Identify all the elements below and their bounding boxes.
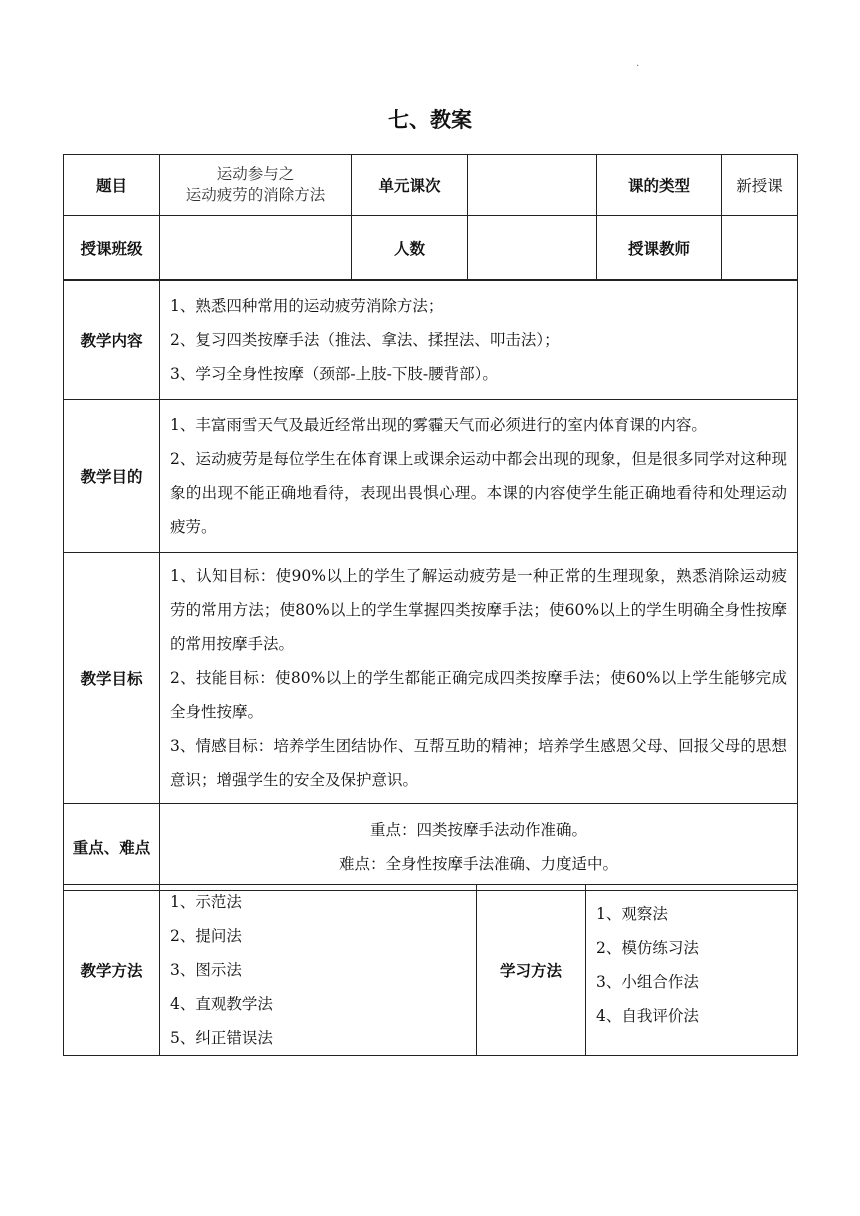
student-count-value	[468, 216, 597, 281]
lesson-type-value: 新授课	[722, 155, 798, 216]
teaching-method-item: 3、图示法	[170, 961, 242, 979]
learning-method-item: 1、观察法	[596, 905, 668, 923]
purpose-paragraph: 1、丰富雨雪天气及最近经常出现的雾霾天气而必须进行的室内体育课的内容。	[170, 416, 707, 434]
goals-label: 教学目标	[64, 553, 160, 804]
content-line: 1、熟悉四种常用的运动疲劳消除方法；	[170, 296, 444, 315]
class-label: 授课班级	[64, 216, 160, 281]
subject-line-2: 运动疲劳的消除方法	[185, 186, 326, 204]
goal-paragraph: 1、认知目标：使90%以上的学生了解运动疲劳是一种正常的生理现象，熟悉消除运动疲劳的常用方法；使80%以上的学生掌握四类按摩手法；使60%以上的学生明确全身性按摩的常用按摩手法。	[170, 567, 787, 653]
teacher-label: 授课教师	[597, 216, 722, 281]
learning-methods-label: 学习方法	[477, 885, 586, 1056]
page-mark: .	[636, 58, 640, 69]
learning-methods-cell	[586, 885, 798, 1056]
purpose-paragraph: 2、运动疲劳是每位学生在体育课上或课余运动中都会出现的现象，但是很多同学对这种现象的出现不能正确地看待，表现出畏惧心理。本课的内容使学生能正确地看待和处理运动疲劳。	[170, 450, 787, 536]
teaching-method-item: 1、示范法	[170, 893, 242, 911]
purpose-label: 教学目的	[64, 400, 160, 553]
student-count-label: 人数	[352, 216, 468, 281]
subject-line-1: 运动参与之	[216, 165, 295, 183]
content-line: 3、学习全身性按摩（颈部-上肢-下肢-腰背部）。	[170, 364, 498, 383]
content-line: 2、复习四类按摩手法（推法、拿法、揉捏法、叩击法）；	[170, 330, 560, 349]
teaching-method-item: 4、直观教学法	[170, 995, 273, 1013]
class-value	[160, 216, 352, 281]
keypoints-label: 重点、难点	[64, 804, 160, 891]
teaching-methods-cell	[160, 885, 477, 1056]
methods-table	[63, 884, 798, 1056]
keypoints-cell	[160, 804, 798, 891]
subject-label: 题目	[64, 155, 160, 216]
teaching-methods-label: 教学方法	[64, 885, 160, 1056]
subject-value	[160, 155, 352, 216]
page-title: 七、教案	[388, 108, 472, 132]
goal-paragraph: 2、技能目标：使80%以上的学生都能正确完成四类按摩手法；使60%以上学生能够完成全身性按摩。	[170, 669, 787, 721]
difficulty-point: 难点：全身性按摩手法准确、力度适中。	[338, 855, 618, 873]
unit-value	[468, 155, 597, 216]
learning-method-item: 4、自我评价法	[596, 1007, 699, 1025]
learning-method-item: 2、模仿练习法	[596, 939, 699, 957]
lesson-body-table	[63, 279, 798, 891]
lesson-type-label: 课的类型	[597, 155, 722, 216]
purpose-cell	[160, 400, 798, 553]
content-cell	[160, 280, 798, 400]
key-point: 重点：四类按摩手法动作准确。	[369, 821, 587, 839]
unit-label: 单元课次	[352, 155, 468, 216]
learning-method-item: 3、小组合作法	[596, 973, 699, 991]
teacher-value	[722, 216, 798, 281]
teaching-method-item: 5、纠正错误法	[170, 1029, 273, 1047]
content-label: 教学内容	[64, 280, 160, 400]
lesson-header-table	[63, 154, 798, 281]
teaching-method-item: 2、提问法	[170, 927, 242, 945]
goal-paragraph: 3、情感目标：培养学生团结协作、互帮互助的精神；培养学生感恩父母、回报父母的思想意识；增强学生的安全及保护意识。	[170, 737, 787, 789]
goals-cell	[160, 553, 798, 804]
